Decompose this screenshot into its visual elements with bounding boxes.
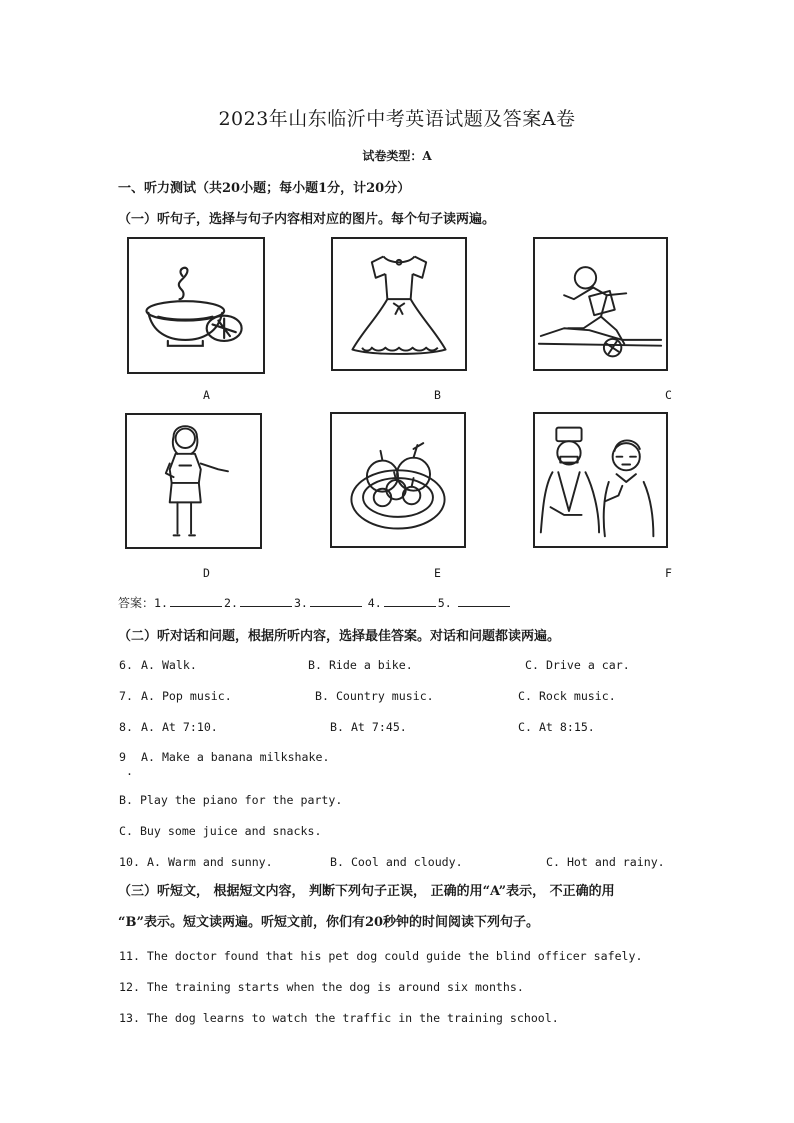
picture-letter-e: E — [434, 566, 441, 580]
answer-line — [118, 594, 512, 611]
answer-item-5: 5. — [437, 596, 452, 610]
fruit-plate-icon — [332, 414, 464, 546]
section-listening-heading: 一、听力测试（共20小题；每小题1分，计20分） — [118, 181, 411, 196]
statement-11: 11. The doctor found that his pet dog could guide the blind officer safely. — [119, 949, 643, 963]
picture-letter-c: C — [665, 388, 672, 402]
statement-12: 12. The training starts when the dog is around six months. — [119, 980, 524, 994]
q9-dot: . — [126, 764, 133, 778]
picture-b — [331, 237, 467, 371]
q6-option-c: C. Drive a car. — [525, 658, 630, 672]
q10-option-a: A. Warm and sunny. — [147, 855, 273, 869]
picture-e — [330, 412, 466, 548]
q7-option-b: B. Country music. — [315, 689, 434, 703]
answer-blank-3[interactable] — [310, 596, 362, 607]
picture-f — [533, 412, 668, 548]
q9-number: 9 — [119, 750, 126, 764]
q8-option-a: A. At 7:10. — [141, 720, 218, 734]
answer-item-1: 1. — [154, 596, 168, 610]
doctor-patient-icon — [535, 414, 666, 546]
page-title: 2023年山东临沂中考英语试题及答案A卷 — [218, 108, 576, 130]
dress-icon — [333, 239, 465, 369]
q7-number: 7. — [119, 689, 133, 703]
soccer-player-icon — [535, 239, 666, 369]
part2-heading: （二）听对话和问题，根据所听内容，选择最佳答案。对话和问题都读两遍。 — [118, 629, 561, 644]
picture-letter-b: B — [434, 388, 441, 402]
part3-heading-line2: “B”表示。短文读两遍。听短文前，你们有20秒钟的时间阅读下列句子。 — [118, 915, 540, 930]
picture-letter-f: F — [665, 566, 672, 580]
q10-option-b: B. Cool and cloudy. — [330, 855, 463, 869]
part1-heading: （一）听句子，选择与句子内容相对应的图片。每个句子读两遍。 — [118, 212, 496, 227]
q7-option-a: A. Pop music. — [141, 689, 232, 703]
picture-letter-d: D — [203, 566, 210, 580]
q9-option-b: B. Play the piano for the party. — [119, 793, 343, 807]
woman-presenting-icon — [127, 415, 260, 547]
answer-item-3: 3. — [293, 596, 308, 610]
answer-blank-2[interactable] — [240, 596, 292, 607]
picture-d — [125, 413, 262, 549]
noodles-bowl-icon — [129, 239, 263, 372]
answer-item-4: 4. — [367, 596, 382, 610]
q10-number: 10. — [119, 855, 140, 869]
answer-blank-5[interactable] — [458, 596, 510, 607]
answer-item-2: 2. — [223, 596, 238, 610]
q8-option-b: B. At 7:45. — [330, 720, 407, 734]
q8-number: 8. — [119, 720, 133, 734]
answer-blank-1[interactable] — [170, 596, 222, 607]
paper-type: 试卷类型：A — [362, 149, 432, 163]
q6-option-b: B. Ride a bike. — [308, 658, 413, 672]
picture-c — [533, 237, 668, 371]
q9-option-c: C. Buy some juice and snacks. — [119, 824, 322, 838]
part3-heading-line1: （三）听短文， 根据短文内容， 判断下列句子正误， 正确的用“A”表示， 不正确的用 — [118, 884, 615, 899]
q7-option-c: C. Rock music. — [518, 689, 616, 703]
q6-number: 6. — [119, 658, 133, 672]
q9-option-a: A. Make a banana milkshake. — [141, 750, 330, 764]
picture-a — [127, 237, 265, 374]
q6-option-a: A. Walk. — [141, 658, 197, 672]
q10-option-c: C. Hot and rainy. — [546, 855, 665, 869]
statement-13: 13. The dog learns to watch the traffic in the training school. — [119, 1011, 559, 1025]
answer-blank-4[interactable] — [384, 596, 436, 607]
answer-label: 答案： — [118, 596, 155, 610]
picture-letter-a: A — [203, 388, 210, 402]
q8-option-c: C. At 8:15. — [518, 720, 595, 734]
